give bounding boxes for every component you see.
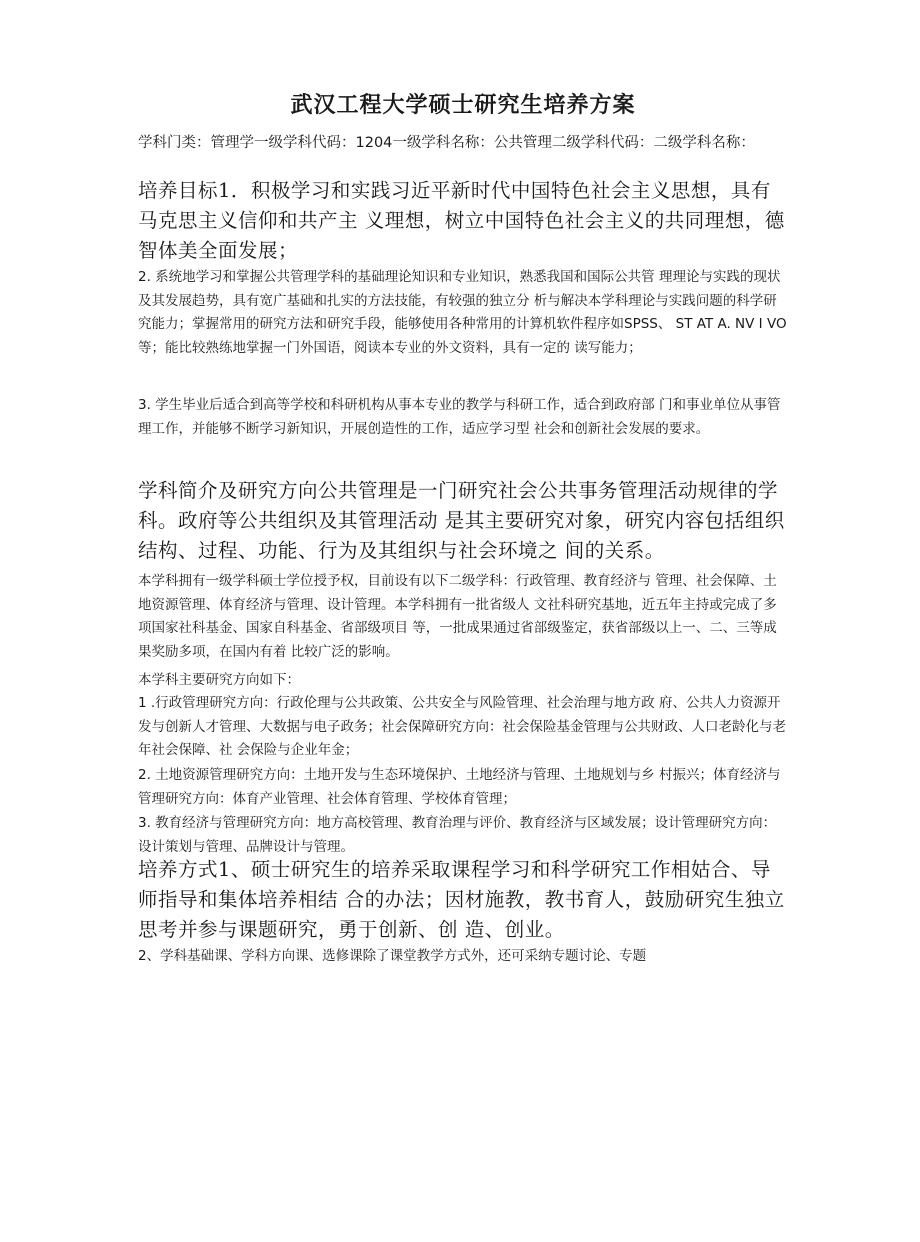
training-goal-item-2: 2. 系统地学习和掌握公共管理学科的基础理论知识和专业知识，熟悉我国和国际公共管 理理论与实践的现状及其发展趋势，具有宽广基础和扎实的方法技能，有较强的独立分 析与解决本学科理论与实践问题的科学研究能力；掌握常用的研究方法和研究手段，能够使用各种常用的计算机软件程序如SPSS、 ST AT A. NV I VO等；能比较熟练地掌握一门外国语，阅读本专业的外文资料，具有一定的 读写能力； [138,269,787,356]
training-goal-item-3: 3. 学生毕业后适合到高等学校和科研机构从事本专业的教学与科研工作，适合到政府部 门和事业单位从事管理工作，并能够不断学习新知识，开展创造性的工作，适应学习型 社会和创新社会发展的要求。 [138,397,781,437]
research-direction-3: 3. 教育经济与管理研究方向：地方高校管理、教育治理与评价、教育经济与区域发展；设计管理研究方向：设计策划与管理、品牌设计与管理。 [138,815,777,855]
discipline-intro-paragraph: 本学科拥有一级学科硕士学位授予权，目前设有以下二级学科：行政管理、教育经济与 管理、社会保障、土地资源管理、体育经济与管理、设计管理。本学科拥有一批省级人 文社科研究基地，近五年主持或完成了多项国家社科基金、国家自科基金、省部级项目 等，一批成果通过省部级鉴定，获省部级以上一、二、三等成果奖励多项，在国内有着 比较广泛的影响。 [138,573,777,660]
discipline-intro-heading: 学科简介及研究方向公共管理是一门研究社会公共事务管理活动规律的学科。政府等公共组织及其管理活动 是其主要研究对象，研究内容包括组织结构、过程、功能、行为及其组织与社会环境之 间的关系。 [138,479,785,562]
training-method-heading: 培养方式1、硕士研究生的培养采取课程学习和科学研究工作相姑合、导师指导和集体培养相结 合的办法；因材施教，教书育人，鼓励研究生独立思考并参与课题研究，勇于创新、创 造、创业。 [138,858,785,941]
discipline-meta: 学科门类：管理学一级学科代码：1204一级学科名称：公共管理二级学科代码：二级学科名称： [138,135,755,151]
research-direction-1: 1 .行政管理研究方向：行政伦理与公共政策、公共安全与风险管理、社会治理与地方政 府、公共人力资源开发与创新人才管理、大数据与电子政务；社会保障研究方向：社会保险基金管理与公共财政、人口老龄化与老年社会保障、社 会保险与企业年金； [138,695,786,758]
document-title: 武汉工程大学硕士研究生培养方案 [290,92,636,118]
training-method-item-2: 2、学科基础课、学科方向课、选修课除了课堂教学方式外，还可采纳专题讨论、专题 [138,948,647,964]
research-directions-lead: 本学科主要研究方向如下： [138,672,300,688]
research-direction-2: 2. 土地资源管理研究方向：土地开发与生态环境保护、土地经济与管理、土地规划与乡 村振兴；体育经济与管理研究方向：体育产业管理、社会体育管理、学校体育管理； [138,767,781,807]
training-goal-heading: 培养目标1．积极学习和实践习近平新时代中国特色社会主义思想，具有马克思主义信仰和共产主 义理想，树立中国特色社会主义的共同理想，德智体美全面发展； [138,179,785,262]
